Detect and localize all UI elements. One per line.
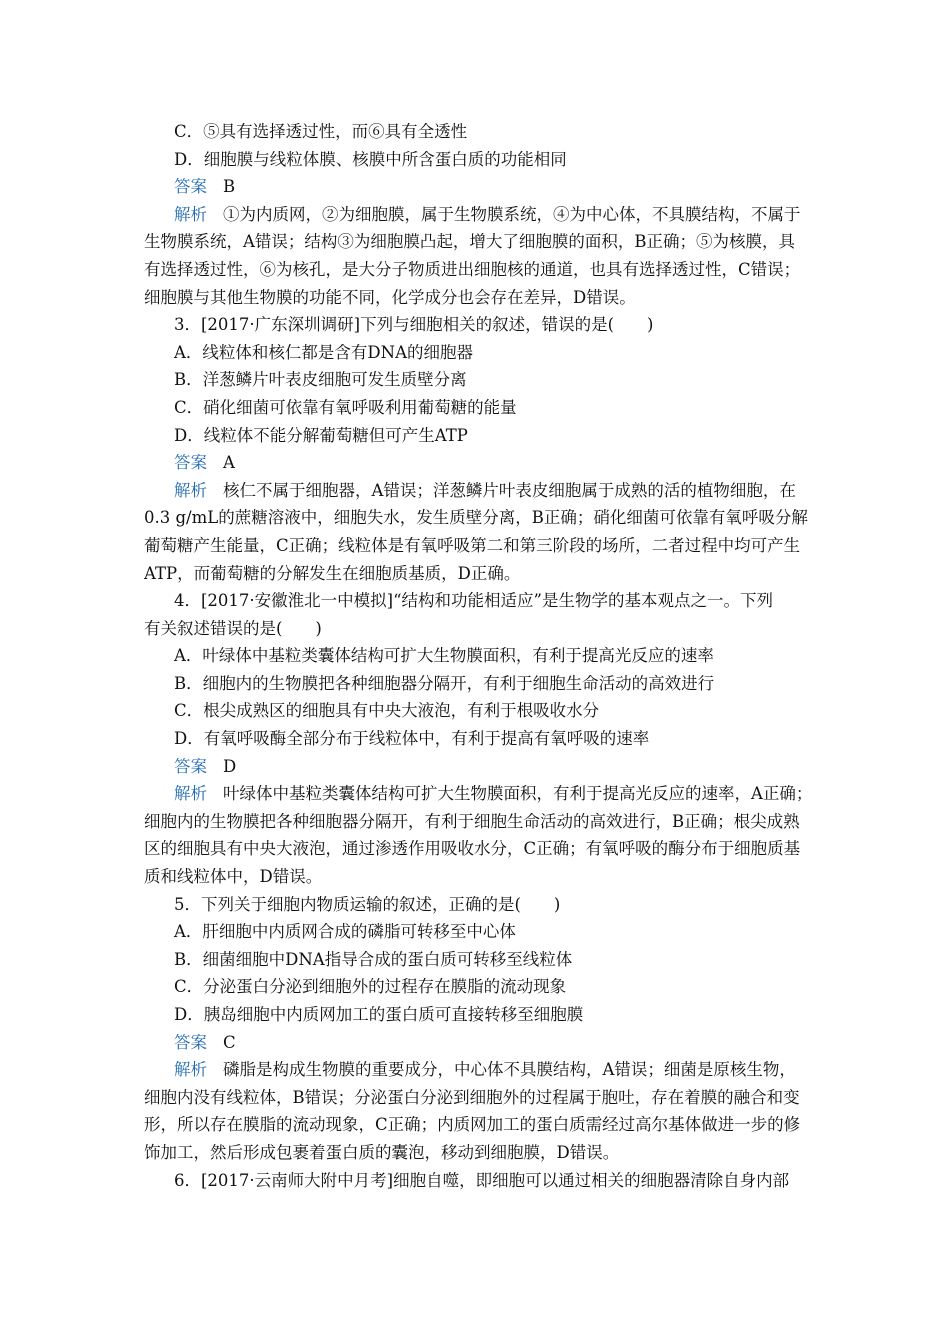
answer-line [144,173,812,201]
line-text: D．有氧呼吸酶全部分布于线粒体中，有利于提高有氧呼吸的速率 [174,729,650,749]
text-line [144,228,812,256]
text-line [144,835,812,863]
line-text: B．细胞内的生物膜把各种细胞器分隔开，有利于细胞生命活动的高效进行 [174,673,715,693]
text-line [144,615,812,643]
line-text: D [223,756,237,776]
text-line [144,918,812,946]
analysis-line [144,780,812,808]
answer-label: 答案 [174,453,207,473]
line-text: C．分泌蛋白分泌到细胞外的过程存在膜脂的流动现象 [174,977,567,997]
analysis-label: 解析 [174,480,207,500]
line-text: 细胞内的生物膜把各种细胞器分隔开，有利于细胞生命活动的高效进行，B正确；根尖成熟 [144,811,800,831]
analysis-label: 解析 [174,204,207,224]
line-text: 5．下列关于细胞内物质运输的叙述，正确的是( ) [174,894,561,914]
line-text: C．硝化细菌可依靠有氧呼吸利用葡萄糖的能量 [174,397,517,417]
text-line [144,560,812,588]
text-line [144,670,812,698]
line-text: 有选择透过性，⑥为核孔，是大分子物质进出细胞核的通道，也具有选择透过性，C错误； [144,259,801,279]
text-line [144,1111,812,1139]
line-text: 形，所以存在膜脂的流动现象，C正确；内质网加工的蛋白质需经过高尔基体做进一步的修 [144,1115,801,1135]
line-text: 细胞内没有线粒体，B错误；分泌蛋白分泌到细胞外的过程属于胞吐，存在着膜的融合和变 [144,1087,800,1107]
answer-label: 答案 [174,756,207,776]
answer-label: 答案 [174,1032,207,1052]
line-text: 饰加工，然后形成包裹着蛋白质的囊泡，移动到细胞膜，D错误。 [144,1142,620,1162]
line-text: C．⑤具有选择透过性，而⑥具有全透性 [174,122,468,141]
line-text: ATP，而葡萄糖的分解发生在细胞质基质，D正确。 [144,563,521,583]
text-line [144,532,812,560]
line-text: A．叶绿体中基粒类囊体结构可扩大生物膜面积，有利于提高光反应的速率 [174,646,714,666]
line-text: 生物膜系统，A错误；结构③为细胞膜凸起，增大了细胞膜的面积，B正确；⑤为核膜，具 [144,232,796,252]
text-line [144,1001,812,1029]
text-line [144,422,812,450]
text-line [144,1084,812,1112]
text-line [144,1139,812,1167]
text-line [144,587,812,615]
text-line [144,725,812,753]
line-text: 叶绿体中基粒类囊体结构可扩大生物膜面积，有利于提高光反应的速率，A正确； [223,784,812,804]
text-line [144,366,812,394]
line-text: B [223,177,236,197]
answer-label: 答案 [174,177,207,197]
line-text: 6．[2017·云南师大附中月考]细胞自噬，即细胞可以通过相关的细胞器清除自身内部 [174,1170,790,1190]
line-text: D．细胞膜与线粒体膜、核膜中所含蛋白质的功能相同 [174,149,567,169]
text-line [144,642,812,670]
analysis-line [144,477,812,505]
answer-line [144,449,812,477]
text-line [144,284,812,312]
text-line [144,394,812,422]
document-body [144,118,812,1194]
answer-line [144,1029,812,1057]
line-text: ①为内质网，②为细胞膜，属于生物膜系统，④为中心体，不具膜结构，不属于 [223,204,801,224]
line-text: C．根尖成熟区的细胞具有中央大液泡，有利于根吸收水分 [174,701,600,721]
text-line [144,256,812,284]
text-line [144,808,812,836]
line-text: 核仁不属于细胞器，A错误；洋葱鳞片叶表皮细胞属于成熟的活的植物细胞，在 [223,480,796,500]
line-text: 质和线粒体中，D错误。 [144,867,323,887]
line-text: C [223,1032,236,1052]
text-line [144,1167,812,1195]
answer-line [144,753,812,781]
analysis-line [144,1056,812,1084]
line-text: D．胰岛细胞中内质网加工的蛋白质可直接转移至细胞膜 [174,1005,584,1024]
line-text: A．线粒体和核仁都是含有DNA的细胞器 [174,342,473,362]
line-text: 有关叙述错误的是( ) [144,618,322,638]
text-line [144,311,812,339]
line-text: 4．[2017·安徽淮北一中模拟]“结构和功能相适应”是生物学的基本观点之一。下列 [174,591,773,611]
line-text: 3．[2017·广东深圳调研]下列与细胞相关的叙述，错误的是( ) [174,315,654,335]
line-text: D．线粒体不能分解葡萄糖但可产生ATP [174,425,468,445]
line-text: 0.3 g/mL的蔗糖溶液中，细胞失水，发生质壁分离，B正确；硝化细菌可依靠有氧呼吸分解 [144,508,808,528]
analysis-line [144,201,812,229]
text-line [144,339,812,367]
line-text: A [223,453,235,473]
text-line [144,146,812,174]
text-line [144,891,812,919]
line-text: B．洋葱鳞片叶表皮细胞可发生质壁分离 [174,370,467,390]
text-line [144,946,812,974]
text-line [144,863,812,891]
line-text: A．肝细胞中内质网合成的磷脂可转移至中心体 [174,922,516,942]
line-text: 区的细胞具有中央大液泡，通过渗透作用吸收水分，C正确；有氧呼吸的酶分布于细胞质基 [144,839,801,859]
text-line [144,973,812,1001]
analysis-label: 解析 [174,1060,207,1080]
line-text: B．细菌细胞中DNA指导合成的蛋白质可转移至线粒体 [174,949,573,969]
text-line [144,504,812,532]
analysis-label: 解析 [174,784,207,804]
text-line [144,118,812,146]
line-text: 磷脂是构成生物膜的重要成分，中心体不具膜结构，A错误；细菌是原核生物， [223,1060,796,1080]
line-text: 葡萄糖产生能量，C正确；线粒体是有氧呼吸第二和第三阶段的场所，二者过程中均可产生 [144,535,801,555]
line-text: 细胞膜与其他生物膜的功能不同，化学成分也会存在差异，D错误。 [144,287,636,307]
text-line [144,697,812,725]
